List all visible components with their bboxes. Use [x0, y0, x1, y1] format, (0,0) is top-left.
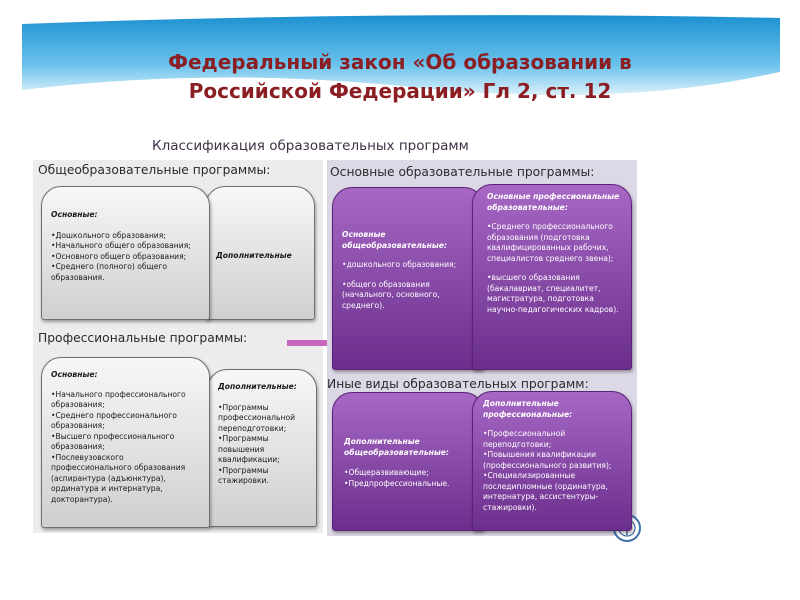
- professional-extra-head: Дополнительные:: [218, 382, 297, 391]
- general-extra-head: Дополнительные: [216, 251, 292, 260]
- title-line-2: Российской Федерации» Гл 2, ст. 12: [188, 79, 612, 103]
- general-main-card: [41, 186, 210, 320]
- other-programs-panel: [327, 373, 637, 536]
- basic-professional-head: Основные профессиональные образовательные:: [487, 192, 620, 212]
- general-main-head: Основные:: [51, 210, 98, 219]
- list-item: •Общеразвивающие;: [344, 468, 429, 477]
- basic-programs-heading: Основные образовательные программы:: [330, 165, 595, 179]
- list-item: •Основного общего образования;: [51, 251, 187, 261]
- list-item: •Дошкольного образования;: [51, 230, 166, 240]
- professional-extra-card: [207, 369, 317, 527]
- other-general-card: [332, 392, 484, 531]
- list-item: •Предпрофессиональные.: [344, 478, 450, 488]
- other-general-head: Дополнительные общеобразовательные:: [344, 437, 449, 457]
- title-line-1: Федеральный закон «Об образовании в: [168, 50, 632, 74]
- list-item: •Повышения квалификации (профессионального развития);: [483, 450, 612, 470]
- list-item: •Программы стажировки.: [218, 465, 269, 485]
- page-title: [0, 48, 800, 106]
- list-item: •общего образования (начального, основного, среднего).: [342, 279, 440, 310]
- basic-programs-panel: [327, 160, 637, 373]
- list-item: •Специализированные последипломные (ординатура, интернатура, ассистентуры-стажировки).: [483, 471, 608, 512]
- page-subtitle: Классификация образовательных программ: [152, 138, 469, 154]
- list-item: •Среднего профессионального образования;: [51, 410, 177, 430]
- list-item: •Программы повышения квалификации;: [218, 434, 280, 464]
- list-item: •Начального профессионального образования;: [51, 389, 186, 409]
- list-item: •дошкольного образования;: [342, 260, 457, 269]
- header-banner: [0, 0, 800, 135]
- list-item: •Среднего (полного) общего образования.: [51, 262, 168, 282]
- list-item: •Послевузовского профессионального образования (аспирантура (адъюнктура), ординатура и интернатура, докторантура).: [51, 452, 186, 504]
- basic-general-head: Основные общеобразовательные:: [342, 230, 447, 250]
- general-extra-card: [205, 186, 315, 320]
- list-item: •Высшего профессионального образования;: [51, 431, 175, 451]
- professional-programs-panel: [33, 327, 323, 533]
- list-item: •высшего образования (бакалавриат, специалитет, магистратура, подготовка научно-педагогических кадров).: [487, 273, 619, 314]
- basic-professional-card: [472, 184, 632, 370]
- list-item: •Начального общего образования;: [51, 241, 191, 250]
- list-item: •Среднего профессионального образования (подготовка квалифицированных рабочих, специалистов среднего звена);: [487, 222, 614, 263]
- list-item: •Профессиональной переподготовки;: [483, 429, 566, 449]
- professional-programs-heading: Профессиональные программы:: [38, 331, 248, 345]
- other-professional-card: [472, 391, 632, 531]
- other-professional-head: Дополнительные профессиональные:: [483, 399, 573, 419]
- other-programs-heading: Иные виды образовательных программ:: [327, 377, 589, 391]
- professional-main-card: [41, 357, 210, 528]
- general-programs-heading: Общеобразовательные программы:: [38, 163, 271, 177]
- list-item: •Программы профессиональной переподготовки;: [218, 402, 296, 433]
- basic-general-card: [332, 187, 484, 370]
- general-programs-panel: [33, 160, 323, 327]
- professional-main-head: Основные:: [51, 370, 98, 379]
